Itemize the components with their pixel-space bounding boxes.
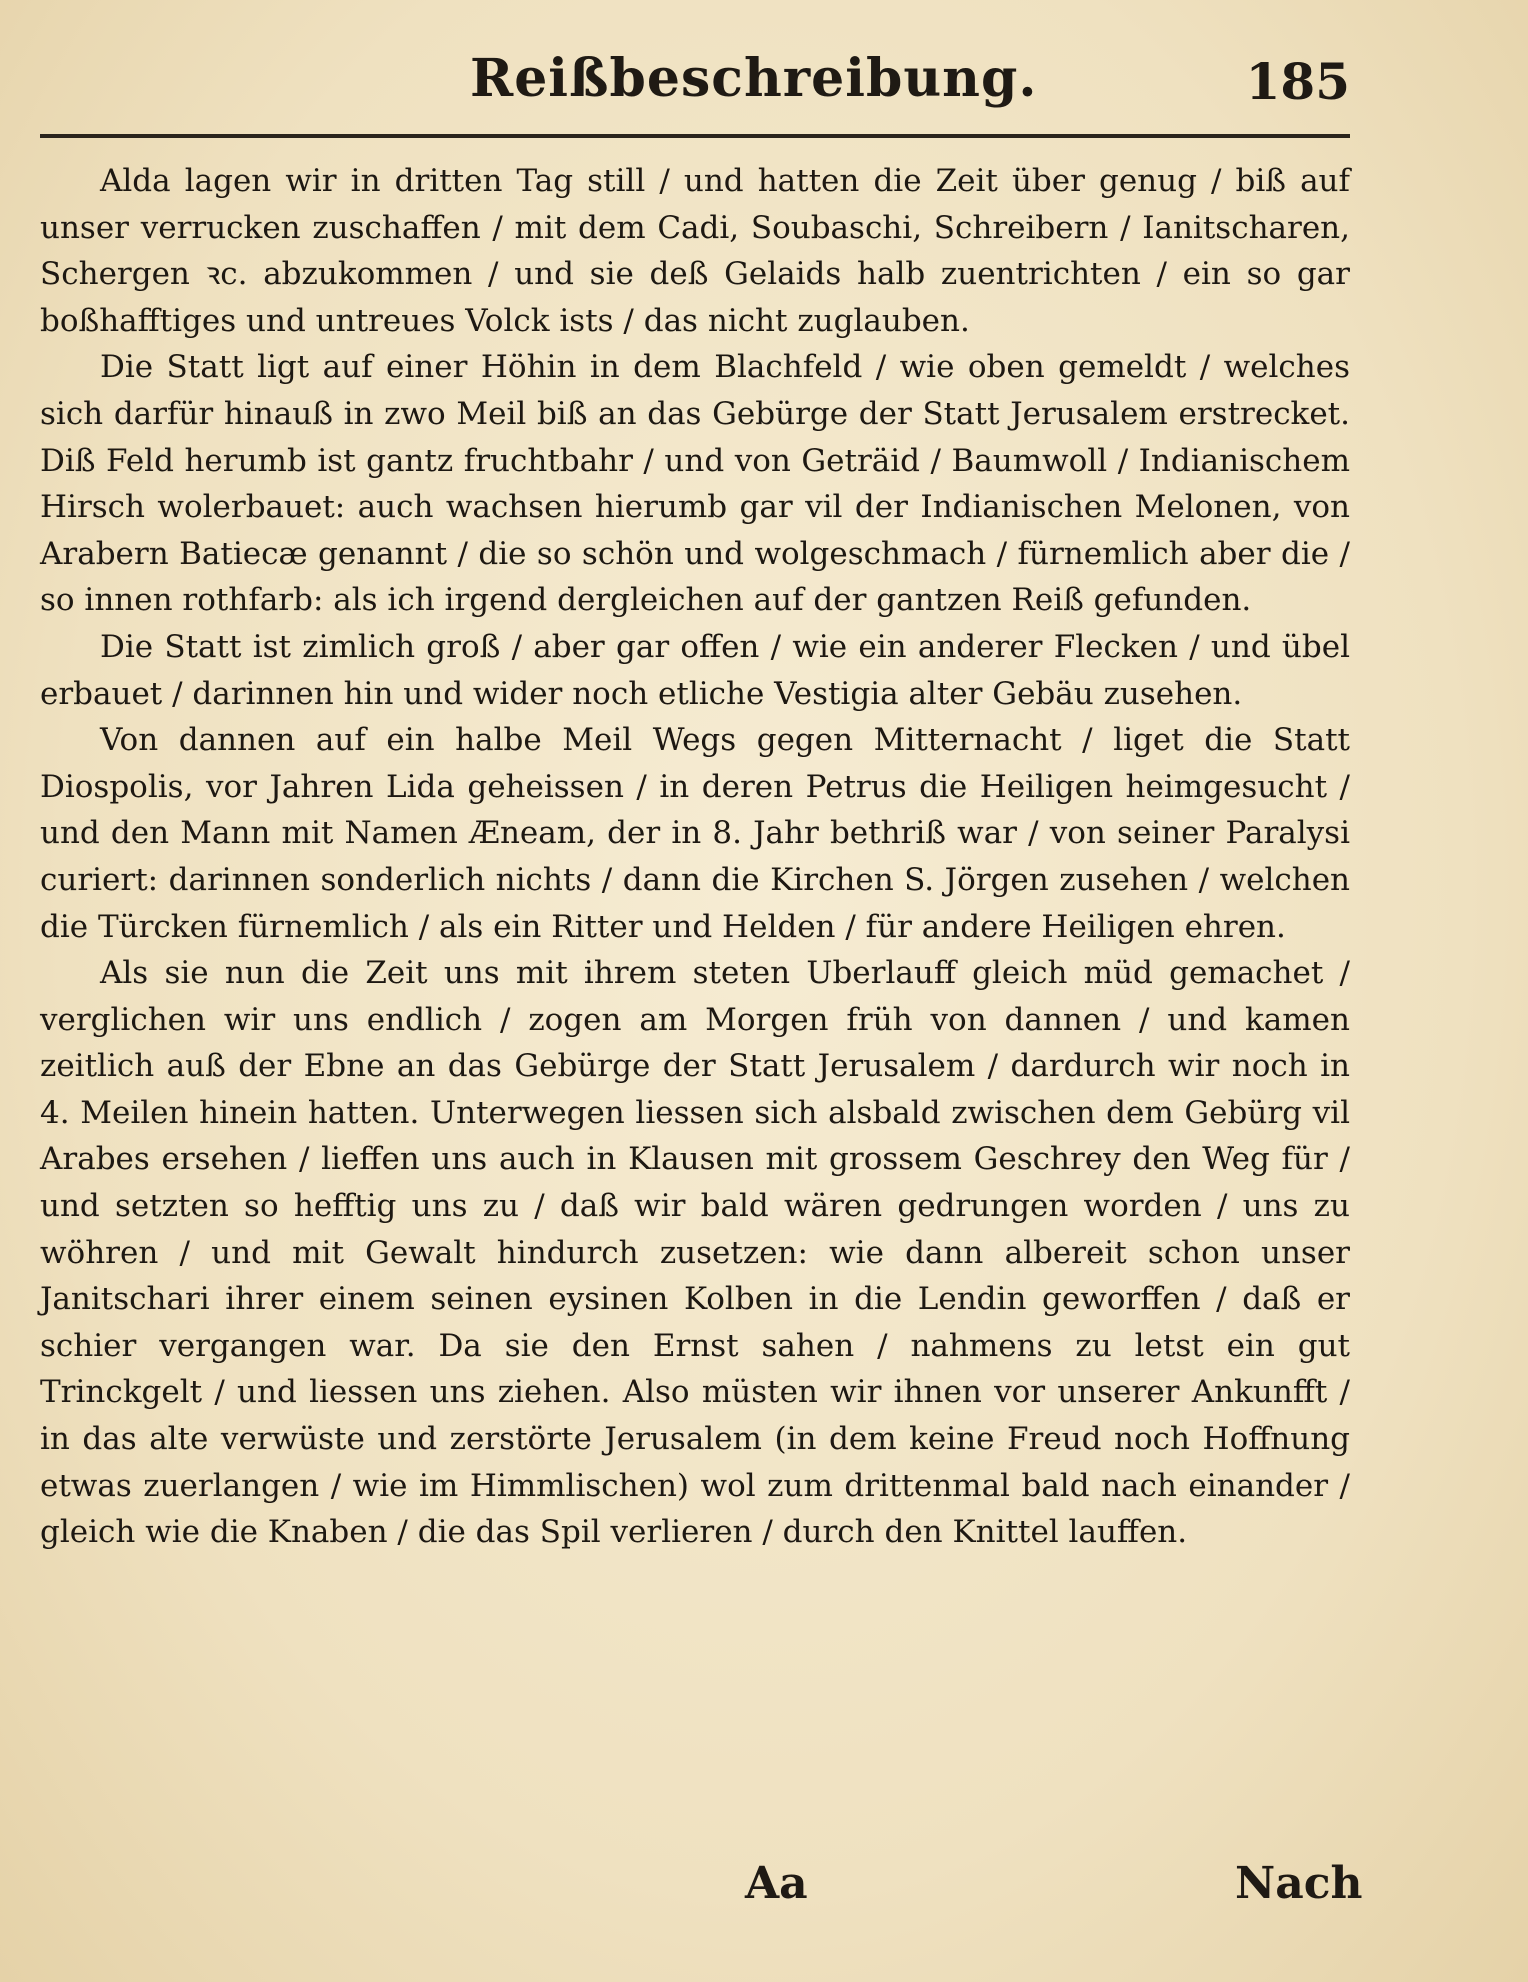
paragraph-1: Alda lagen wir in dritten Tag still / und hatten die Zeit über genug / biß auf unser verrucken zuschaffen / mit dem Cadi, Soubaschi, Schreibern / Ianitscharen, Schergen ꝛc. abzukommen / und sie deß Gelaids halb zuentrichten / ein so gar boßhafftiges und untreues Volck ists / das nicht zuglauben.	[40, 163, 1350, 339]
page-number: 185	[1245, 52, 1350, 111]
signature-mark: Aa	[745, 1858, 808, 1909]
paragraph-3: Die Statt ist zimlich groß / aber gar offen / wie ein anderer Flecken / und übel erbauet / darinnen hin und wider noch etliche Vestigia alter Gebäu zusehen.	[40, 628, 1350, 712]
catchword: Nach	[1235, 1858, 1363, 1909]
paragraph-2: Die Statt ligt auf einer Höhin in dem Blachfeld / wie oben gemeldt / welches sich darfür hinauß in zwo Meil biß an das Gebürge der Statt Jerusalem erstrecket. Diß Feld herumb ist gantz fruchtbahr / und von Geträid / Baumwoll / Indianischem Hirsch wolerbauet: auch wachsen hierumb gar vil der Indianischen Melonen, von Arabern Batiecæ genannt / die so schön und wolgeschmach / fürnemlich aber die / so innen rothfarb: als ich irgend dergleichen auf der gantzen Reiß gefunden.	[40, 349, 1350, 619]
paragraph-5: Als sie nun die Zeit uns mit ihrem steten Uberlauff gleich müd gemachet / verglichen wir uns endlich / zogen am Morgen früh von dannen / und kamen zeitlich auß der Ebne an das Gebürge der Statt Jerusalem / dardurch wir noch in 4. Meilen hinein hatten. Unterwegen liessen sich alsbald zwischen dem Gebürg vil Arabes ersehen / lieffen uns auch in Klausen mit grossem Geschrey den Weg für / und setzten so hefftig uns zu / daß wir bald wären gedrungen worden / uns zu wöhren / und mit Gewalt hindurch zusetzen: wie dann albereit schon unser Janitschari ihrer einem seinen eysinen Kolben in die Lendin geworffen / daß er schier vergangen war. Da sie den Ernst sahen / nahmens zu letst ein gut Trinckgelt / und liessen uns ziehen. Also müsten wir ihnen vor unserer Ankunfft / in das alte verwüste und zerstörte Jerusalem (in dem keine Freud noch Hoffnung etwas zuerlangen / wie im Himmlischen) wol zum drittenmal bald nach einander / gleich wie die Knaben / die das Spil verlieren / durch den Knittel lauffen.	[40, 955, 1350, 1551]
page-footer	[40, 1858, 1363, 1928]
header-rule	[40, 134, 1350, 138]
paragraph-4: Von dannen auf ein halbe Meil Wegs gegen Mitternacht / liget die Statt Diospolis, vor Jahren Lida geheissen / in deren Petrus die Heiligen heimgesucht / und den Mann mit Namen Æneam, der in 8. Jahr bethriß war / von seiner Paralysi curiert: darinnen sonderlich nichts / dann die Kirchen S. Jörgen zusehen / welchen die Türcken fürnemlich / als ein Ritter und Helden / für andere Heiligen ehren.	[40, 722, 1350, 945]
body-text	[40, 158, 1350, 1556]
running-title: Reißbeschreibung.	[470, 48, 1038, 109]
page-header	[40, 48, 1350, 128]
